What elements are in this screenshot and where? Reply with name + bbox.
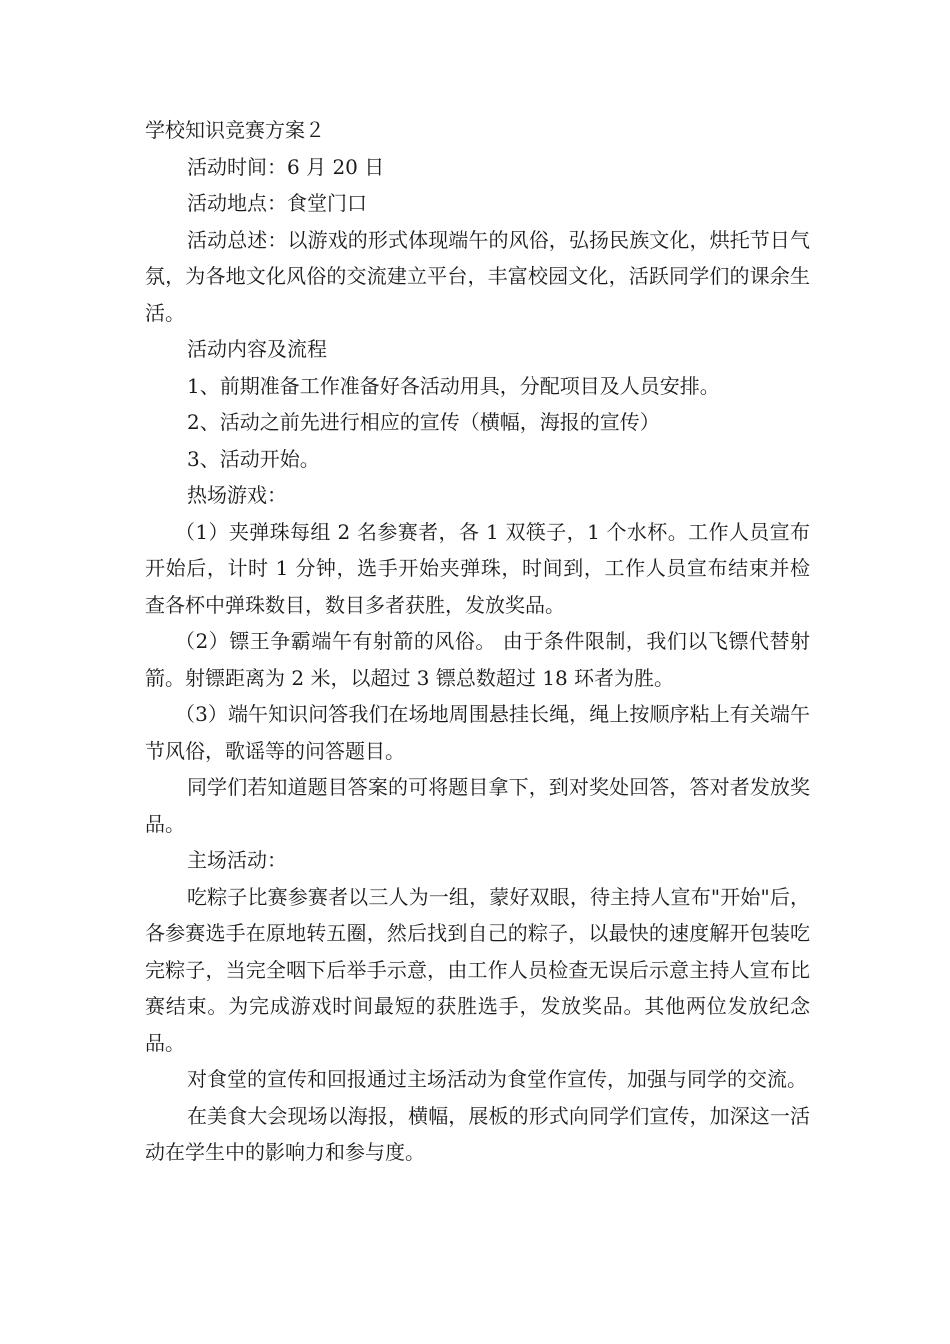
- paragraph-activity-overview: 活动总述：以游戏的形式体现端午的风俗，弘扬民族文化，烘托节日气氛，为各地文化风俗的交流建立平台，丰富校园文化，活跃同学们的课余生活。: [145, 227, 810, 325]
- paragraph-food-fair-promo: 在美食大会现场以海报，横幅，展板的形式向同学们宣传，加深这一活动在学生中的影响力和参与度。: [145, 1103, 810, 1164]
- document-body: [145, 112, 810, 1171]
- paragraph-canteen-promo: 对食堂的宣传和回报通过主场活动为食堂作宣传，加强与同学的交流。: [187, 1067, 807, 1091]
- document-title: 学校知识竞赛方案２: [145, 118, 325, 142]
- paragraph-game-1: （1）夹弹珠每组 2 名参赛者，各 1 双筷子，1 个水杯。工作人员宣布开始后，计时 1 分钟，选手开始夹弹珠，时间到，工作人员宣布结束并检查各杯中弹珠数目，数目多者获胜，发放奖品。: [145, 519, 810, 617]
- paragraph-game-2: （2）镖王争霸端午有射箭的风俗。 由于条件限制，我们以飞镖代替射箭。射镖距离为 2 米，以超过 3 镖总数超过 18 环者为胜。: [145, 629, 810, 690]
- heading-warmup-games: 热场游戏：: [187, 483, 287, 507]
- paragraph-step-1: 1、前期准备工作准备好各活动用具，分配项目及人员安排。: [187, 373, 720, 398]
- heading-main-activity: 主场活动：: [187, 848, 287, 872]
- paragraph-activity-location: 活动地点：食堂门口: [187, 191, 367, 215]
- paragraph-step-2: 2、活动之前先进行相应的宣传（横幅，海报的宣传）: [187, 410, 660, 434]
- paragraph-activity-time: 活动时间：6 月 20 日: [187, 154, 385, 179]
- heading-activity-content: 活动内容及流程: [187, 337, 327, 361]
- paragraph-quiz-answer: 同学们若知道题目答案的可将题目拿下，到对奖处回答，答对者发放奖品。: [145, 775, 810, 836]
- paragraph-step-3: 3、活动开始。: [187, 446, 320, 471]
- paragraph-zongzi-contest: 吃粽子比赛参赛者以三人为一组，蒙好双眼，待主持人宣布"开始"后，各参赛选手在原地转五圈，然后找到自己的粽子，以最快的速度解开包装吃完粽子，当完全咽下后举手示意，由工作人员检查无误后示意主持人宣布比赛结束。为完成游戏时间最短的获胜选手，发放奖品。其他两位发放纪念品。: [145, 884, 810, 1055]
- paragraph-game-3: （3）端午知识问答我们在场地周围悬挂长绳，绳上按顺序粘上有关端午节风俗，歌谣等的问答题目。: [145, 702, 810, 763]
